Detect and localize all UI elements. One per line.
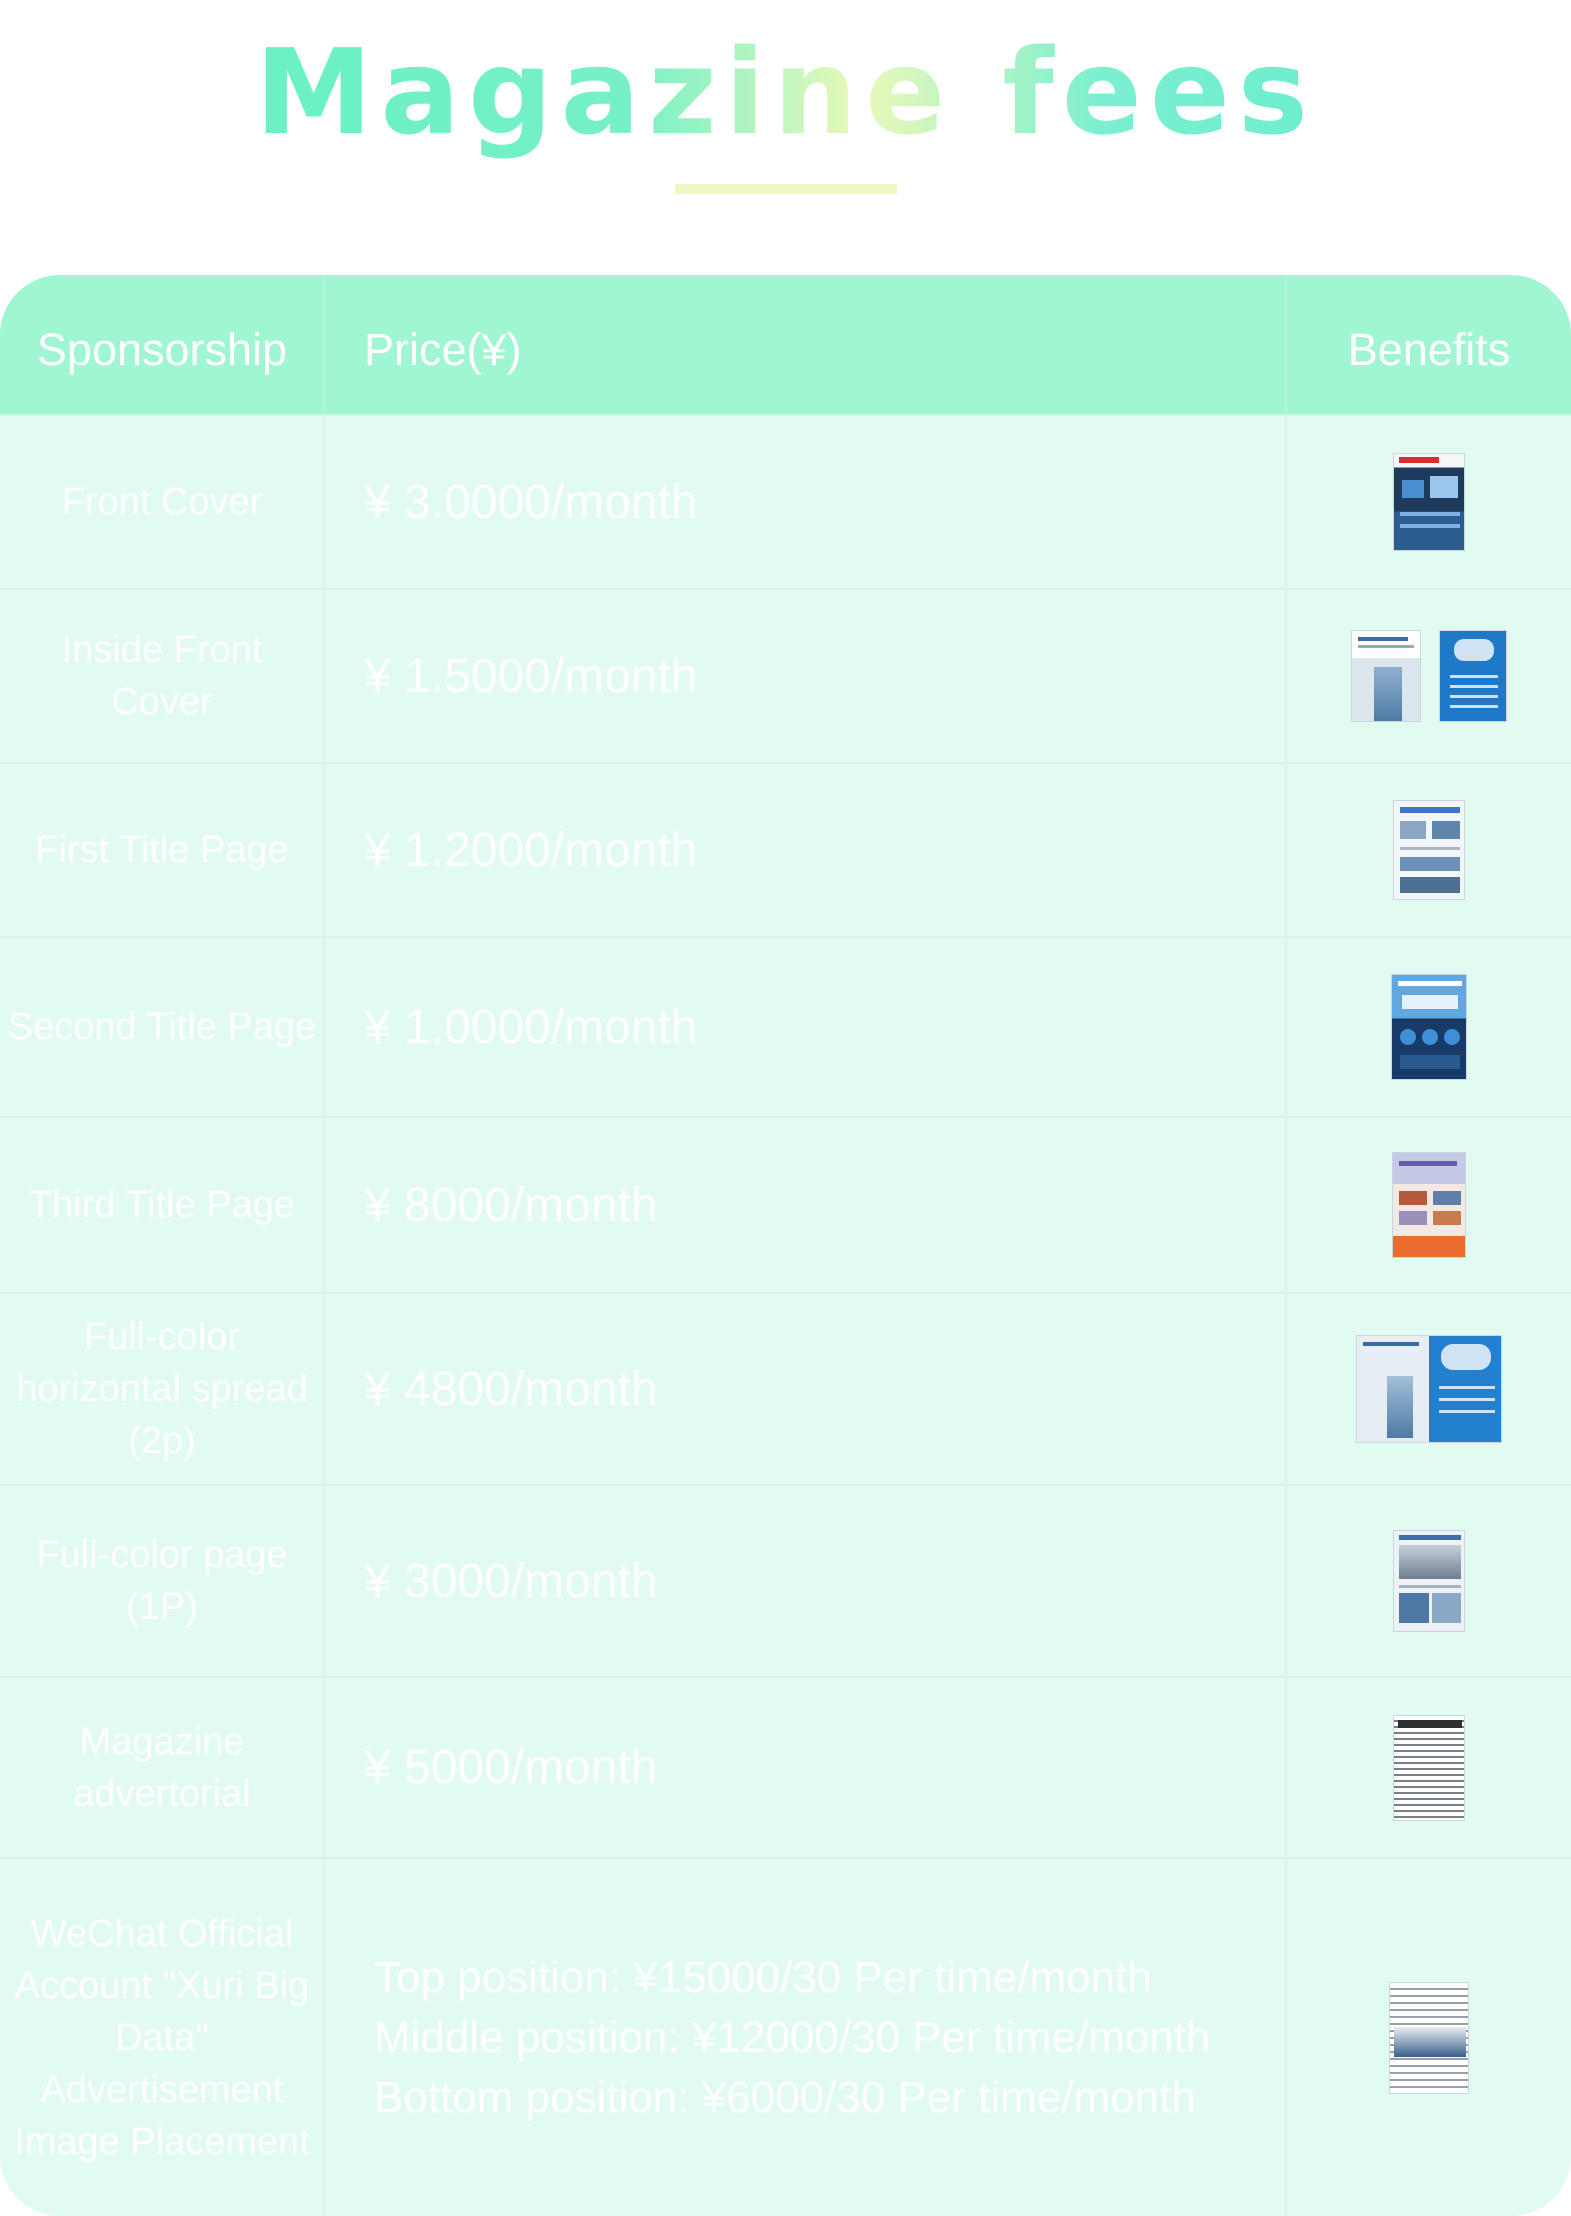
table-row <box>0 936 1571 1116</box>
benefit-cell <box>1287 1859 1571 2216</box>
page-title: Magazine fees <box>0 22 1571 162</box>
header-sponsorship: Sponsorship <box>36 324 288 375</box>
sponsorship-cell: First Title Page <box>35 829 289 871</box>
price-cell: ¥ 8000/month <box>364 1178 658 1232</box>
benefit-cell <box>1287 1294 1571 1484</box>
price-cell: ¥ 1.0000/month <box>364 1000 698 1054</box>
sponsorship-cell: WeChat Official Account "Xuri Big Data" Advertisement Image Placement <box>14 1912 310 2163</box>
price-cell: ¥ 1.5000/month <box>364 649 698 703</box>
benefit-cell <box>1287 764 1571 936</box>
sponsorship-cell: Inside Front Cover <box>61 629 263 723</box>
table-header <box>0 275 1571 414</box>
price-cell: ¥ 5000/month <box>364 1741 658 1794</box>
price-cell <box>374 1859 1274 2216</box>
title-underline <box>675 184 897 194</box>
benefit-cell <box>1287 1486 1571 1676</box>
header-benefits: Benefits <box>1347 324 1511 375</box>
full-color-page-thumbnail <box>1393 1530 1465 1632</box>
price-cell: ¥ 4800/month <box>364 1362 658 1416</box>
price-line-bottom: Bottom position: ¥6000/30 Per time/month <box>374 2072 1196 2122</box>
sponsorship-cell: Third Title Page <box>28 1184 296 1226</box>
sponsorship-cell: Front Cover <box>61 481 263 523</box>
horizontal-spread-thumbnail <box>1356 1335 1502 1443</box>
benefit-cell <box>1287 416 1571 588</box>
price-cell: ¥ 1.2000/month <box>364 823 698 877</box>
header-price: Price(¥) <box>364 324 522 375</box>
wechat-ad-thumbnail <box>1389 1982 1469 2094</box>
front-cover-thumbnail <box>1393 453 1465 551</box>
price-cell: ¥ 3.0000/month <box>364 475 698 529</box>
fees-table <box>0 275 1571 2216</box>
sponsorship-cell: Magazine advertorial <box>73 1720 251 1815</box>
sponsorship-cell: Full-color horizontal spread (2p) <box>16 1316 308 1462</box>
table-row <box>0 1292 1571 1484</box>
price-line-top: Top position: ¥15000/30 Per time/month <box>374 1952 1152 2002</box>
table-row <box>0 1116 1571 1292</box>
header-column-divider <box>1285 275 1287 414</box>
first-title-page-thumbnail <box>1393 800 1465 900</box>
price-cell: ¥ 3000/month <box>364 1554 658 1608</box>
second-title-page-thumbnail <box>1391 974 1467 1080</box>
inside-front-cover-left-thumbnail <box>1351 630 1421 722</box>
third-title-page-thumbnail <box>1392 1152 1466 1258</box>
table-row <box>0 1676 1571 1857</box>
benefit-cell <box>1287 1118 1571 1292</box>
price-line-middle: Middle position: ¥12000/30 Per time/month <box>374 2012 1211 2062</box>
advertorial-thumbnail <box>1393 1715 1465 1821</box>
benefit-cell <box>1287 590 1571 762</box>
benefit-cell <box>1287 938 1571 1116</box>
table-row <box>0 414 1571 588</box>
sponsorship-cell: Second Title Page <box>7 1006 317 1048</box>
table-row <box>0 762 1571 936</box>
sponsorship-cell: Full-color page (1P) <box>36 1534 288 1628</box>
inside-front-cover-right-thumbnail <box>1439 630 1507 722</box>
benefit-cell <box>1287 1678 1571 1857</box>
table-row <box>0 588 1571 762</box>
header-column-divider <box>323 275 325 414</box>
table-row <box>0 1857 1571 2216</box>
table-row <box>0 1484 1571 1676</box>
